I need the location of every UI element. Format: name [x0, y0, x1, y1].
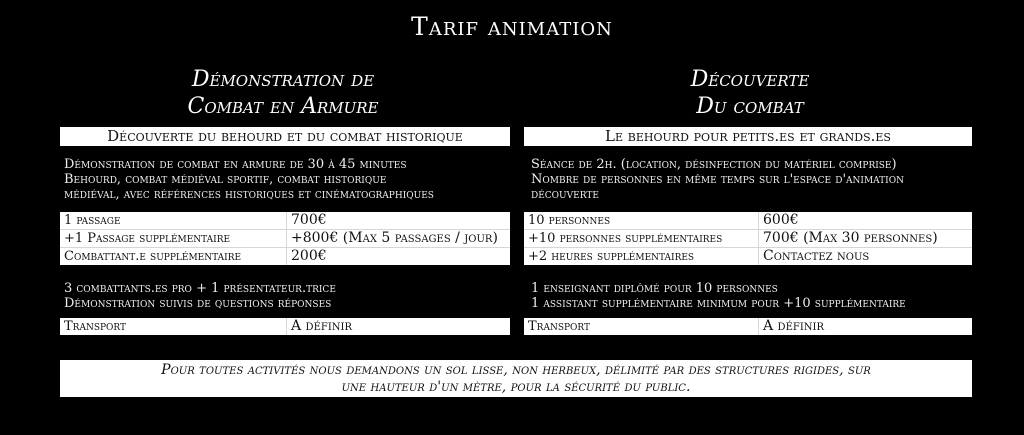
right-note-line: 1 enseignant diplômé pour 10 personnes — [531, 281, 778, 296]
price-value: 200€ — [287, 248, 511, 266]
left-price-table — [60, 212, 510, 265]
right-subtitle: Le behourd pour petits.es et grands.es — [524, 127, 972, 146]
right-desc-line: Séance de 2h. (location, désinfection du matériel comprise) — [531, 157, 897, 172]
right-desc-line: Nombre de personnes en même temps sur l'espace d'animation — [531, 172, 904, 187]
left-heading-line1: Démonstration de — [191, 67, 375, 92]
transport-label: Transport — [528, 319, 591, 334]
left-note-line: 3 combattants.es pro + 1 présentateur.trice — [64, 281, 336, 296]
left-transport-table — [60, 318, 510, 335]
right-note-line: 1 assistant supplémentaire minimum pour +10 supplémentaire — [531, 296, 906, 311]
right-transport-table — [524, 318, 972, 335]
transport-value: A définir — [759, 318, 973, 335]
left-subtitle: Découverte du behourd et du combat historique — [60, 127, 510, 146]
left-desc-line: médiéval, avec références historiques et cinématographiques — [64, 187, 434, 202]
table-row — [524, 212, 972, 230]
price-value: 700€ — [287, 212, 511, 230]
right-price-table — [524, 212, 972, 265]
right-desc-line: découverte — [531, 187, 599, 202]
transport-label: Transport — [64, 319, 127, 334]
page-title: Tarif animation — [411, 12, 613, 41]
price-label: 1 passage — [64, 213, 121, 228]
table-row — [524, 248, 972, 266]
price-label: +2 heures supplémentaires — [524, 248, 759, 266]
price-label: 10 personnes — [528, 213, 611, 228]
table-row — [60, 212, 510, 230]
left-notes — [64, 281, 336, 311]
right-description — [531, 157, 976, 202]
table-row — [60, 318, 510, 335]
notice-line1: Pour toutes activités nous demandons un sol lisse, non herbeux, délimité par des structures rigides, sur — [161, 362, 871, 378]
price-value: 600€ — [759, 212, 973, 230]
left-description — [64, 157, 514, 202]
price-label: Combattant.e supplémentaire — [60, 248, 287, 266]
right-notes — [531, 281, 906, 311]
left-desc-line: Démonstration de combat en armure de 30 à 45 minutes — [64, 157, 407, 172]
right-heading-line2: Du combat — [696, 94, 804, 119]
notice-line2: une hauteur d'un mètre, pour la sécurité du public. — [341, 379, 691, 395]
right-column-heading — [585, 66, 915, 120]
left-heading-line2: Combat en Armure — [187, 94, 379, 119]
price-value: Contactez nous — [759, 248, 973, 266]
table-row — [524, 230, 972, 248]
price-value: +800€ (Max 5 passages / jour) — [287, 230, 511, 248]
price-label: +1 Passage supplémentaire — [60, 230, 287, 248]
left-note-line: Démonstration suivis de questions réponses — [64, 296, 332, 311]
safety-notice — [60, 360, 972, 397]
price-value: 700€ (Max 30 personnes) — [759, 230, 973, 248]
transport-value: A définir — [287, 318, 511, 335]
left-desc-line: Behourd, combat médiéval sportif, combat historique — [64, 172, 387, 187]
table-row — [60, 230, 510, 248]
price-label: +10 personnes supplémentaires — [524, 230, 759, 248]
right-heading-line1: Découverte — [690, 67, 810, 92]
table-row — [60, 248, 510, 266]
table-row — [524, 318, 972, 335]
left-column-heading — [118, 66, 448, 120]
